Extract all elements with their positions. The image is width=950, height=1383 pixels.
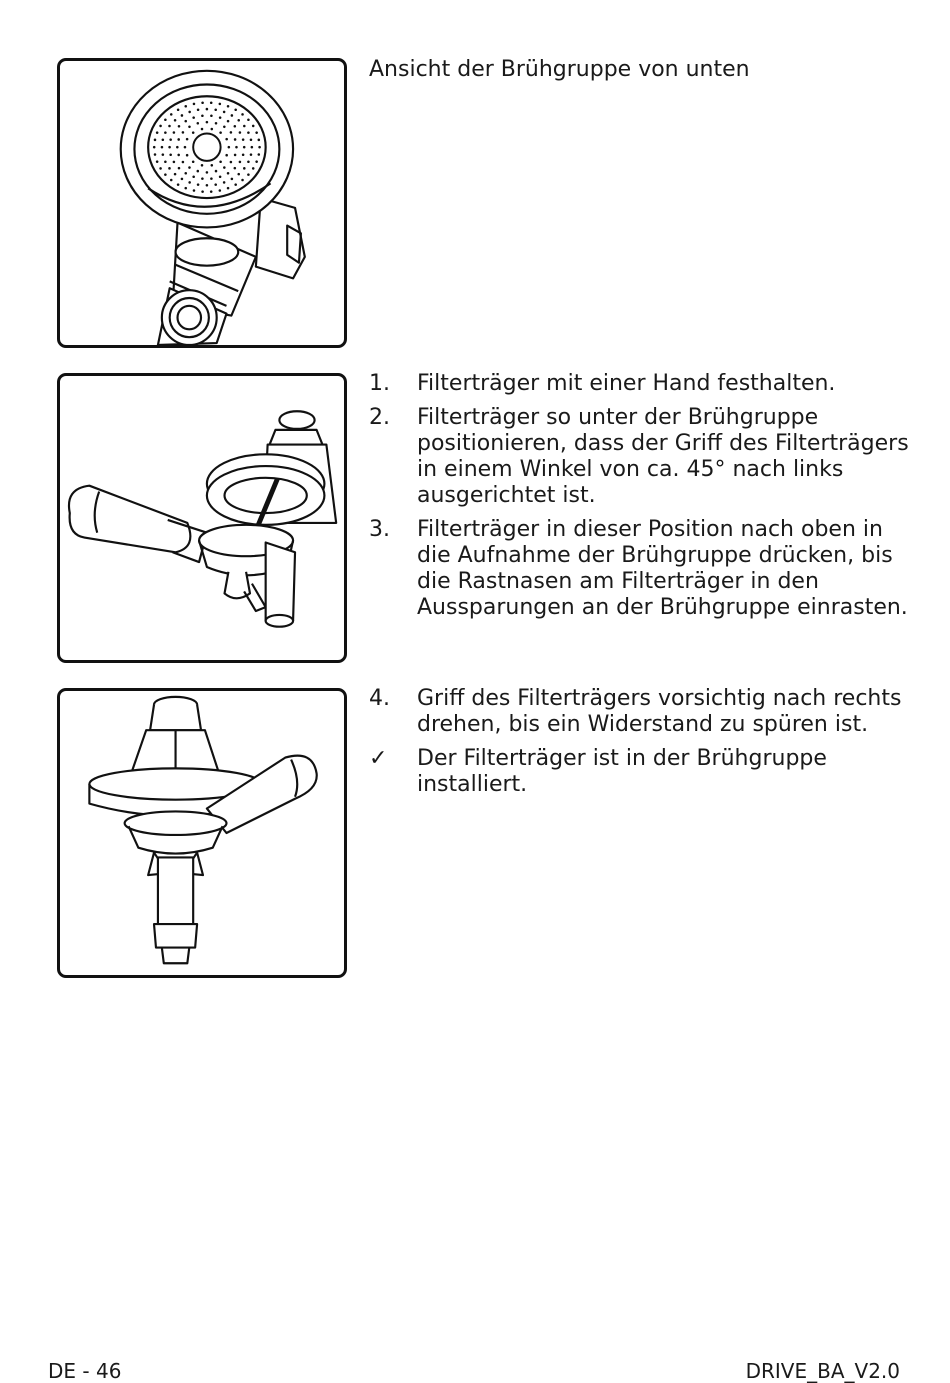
instruction-steps-insert	[369, 371, 909, 629]
step-number: 2.	[369, 405, 390, 430]
portafilter-insert-illustration	[57, 373, 347, 663]
instruction-steps-rotate	[369, 686, 909, 806]
result-item	[369, 746, 909, 798]
checkmark-icon: ✓	[369, 746, 388, 771]
step-number: 1.	[369, 371, 390, 396]
step-text: Griff des Filterträgers vorsichtig nach rechts drehen, bis ein Widerstand zu spüren ist.	[417, 686, 902, 737]
document-id: DRIVE_BA_V2.0	[745, 1359, 900, 1383]
step-item	[369, 405, 909, 509]
step-item	[369, 517, 909, 621]
step-text: Filterträger so unter der Brühgruppe positionieren, dass der Griff des Filterträgers in einem Winkel von ca. 45° nach links ausgerichtet ist.	[417, 405, 909, 508]
step-number: 3.	[369, 517, 390, 542]
illustration-caption: Ansicht der Brühgruppe von unten	[369, 57, 750, 82]
step-number: 4.	[369, 686, 390, 711]
page-number: DE - 46	[48, 1359, 122, 1383]
step-item	[369, 371, 909, 397]
step-text: Filterträger in dieser Position nach oben in die Aufnahme der Brühgruppe drücken, bis die Rastnasen am Filterträger in den Aussparungen an der Brühgruppe einrasten.	[417, 517, 908, 620]
brew-group-bottom-illustration	[57, 58, 347, 348]
result-text: Der Filterträger ist in der Brühgruppe installiert.	[417, 746, 827, 797]
step-item	[369, 686, 909, 738]
portafilter-rotate-illustration	[57, 688, 347, 978]
step-text: Filterträger mit einer Hand festhalten.	[417, 371, 836, 396]
